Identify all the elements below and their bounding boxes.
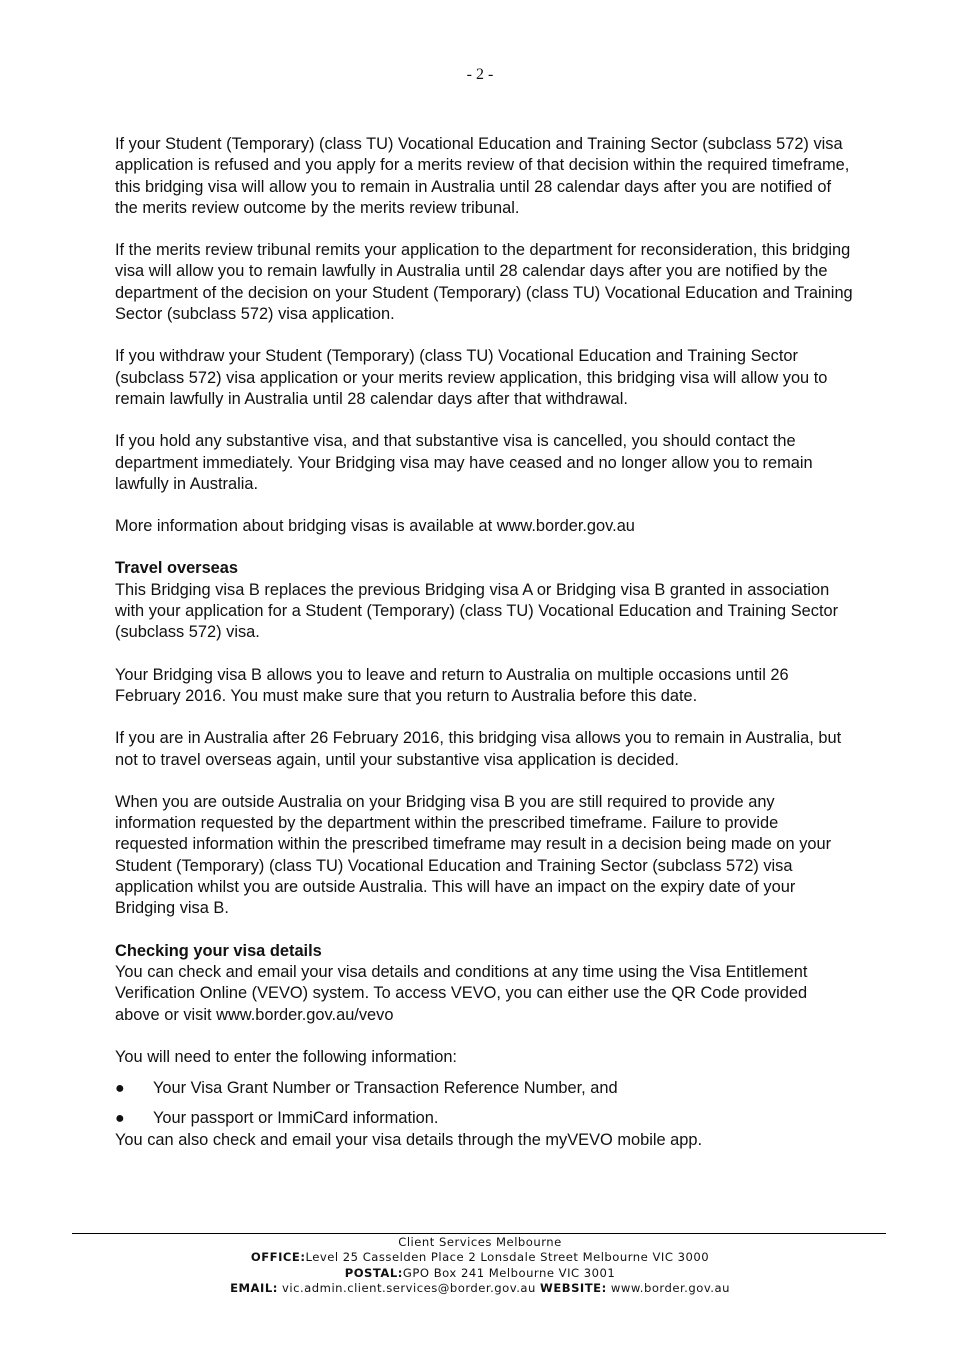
heading-checking-visa-details: Checking your visa details: [115, 941, 322, 960]
footer-office-line: [0, 1250, 960, 1265]
heading-travel-overseas: Travel overseas: [115, 559, 239, 578]
list-item: [115, 1108, 855, 1129]
footer-email-link[interactable]: vic.admin.client.services@border.gov.au: [277, 1281, 541, 1296]
footer-contact-line: [0, 1281, 960, 1296]
footer-postal-address: GPO Box 241 Melbourne VIC 3001: [402, 1265, 616, 1280]
footer-office-name: Client Services Melbourne: [398, 1235, 562, 1249]
paragraph-merits-review-refused: If your Student (Temporary) (class TU) Vocational Education and Training Sector (subclass 572) visa application is refused and you apply for a merits review of that decision within the required timeframe, this bridging visa will allow you to remain in Australia until 28 calendar days after you are notified of the merits review outcome by the merits review tribunal.: [115, 135, 850, 217]
footer-website-label: WEBSITE:: [540, 1281, 607, 1296]
footer-office-address: Level 25 Casselden Place 2 Lonsdale Street Melbourne VIC 3000: [305, 1250, 710, 1265]
list-item: [115, 1078, 855, 1099]
paragraph-travel-multiple-occasions: Your Bridging visa B allows you to leave and return to Australia on multiple occasions until 26 February 2016. You must make sure that you return to Australia before this date.: [115, 665, 789, 705]
bullet-icon: ●: [115, 1080, 125, 1098]
paragraph-more-information: More information about bridging visas is available at www.border.gov.au: [115, 517, 635, 536]
footer-email-label: EMAIL:: [230, 1281, 278, 1296]
paragraph-substantive-visa-cancelled: If you hold any substantive visa, and that substantive visa is cancelled, you should contact the department immediately. Your Bridging visa may have ceased and no longer allow you to remain lawfully in Australia.: [115, 432, 813, 493]
paragraph-myvevo: You can also check and email your visa details through the myVEVO mobile app.: [115, 1130, 703, 1149]
paragraph-travel-replaces: This Bridging visa B replaces the previous Bridging visa A or Bridging visa B granted in association with your application for a Student (Temporary) (class TU) Vocational Education and Training Sector (subclass 572) visa.: [115, 580, 839, 642]
footer-postal-label: POSTAL:: [344, 1265, 403, 1280]
paragraph-vevo: You can check and email your visa details and conditions at any time using the Visa Entitlement Verification Online (VEVO) system. To access VEVO, you can either use the QR Code provided above or visit www.border.gov.au/vevo: [115, 962, 808, 1024]
paragraph-need-information: You will need to enter the following information:: [115, 1047, 457, 1066]
footer-divider: [72, 1233, 886, 1234]
footer-office-label: OFFICE:: [250, 1250, 306, 1265]
page-number: - 2 -: [466, 66, 494, 83]
paragraph-travel-after-date: If you are in Australia after 26 February 2016, this bridging visa allows you to remain in Australia, but not to travel overseas again, until your substantive visa application is decided.: [115, 729, 842, 769]
footer-website-link[interactable]: www.border.gov.au: [606, 1281, 730, 1296]
paragraph-travel-outside-australia: When you are outside Australia on your Bridging visa B you are still required to provide any information requested by the department within the prescribed timeframe. Failure to provide requested information within the prescribed timeframe may result in a decision being made on your Student (Temporary) (class TU) Vocational Education and Training Sector (subclass 572) visa application whilst you are outside Australia. This will have an impact on the expiry date of your Bridging visa B.: [115, 792, 832, 918]
footer-postal-line: [0, 1266, 960, 1281]
paragraph-withdrawal: If you withdraw your Student (Temporary) (class TU) Vocational Education and Training Sector (subclass 572) visa application or your merits review application, this bridging visa will allow you to remain lawfully in Australia until 28 calendar days after that withdrawal.: [115, 347, 828, 408]
document-body: [115, 134, 855, 1172]
bullet-icon: ●: [115, 1110, 125, 1128]
footer: [0, 1235, 960, 1297]
paragraph-merits-review-remitted: If the merits review tribunal remits your application to the department for reconsideration, this bridging visa will allow you to remain lawfully in Australia until 28 calendar days after you are notified by the department of the decision on your Student (Temporary) (class TU) Vocational Education and Training Sector (subclass 572) visa application.: [115, 241, 853, 324]
information-list: [115, 1078, 855, 1130]
list-item-text: Your passport or ImmiCard information.: [153, 1109, 439, 1128]
list-item-text: Your Visa Grant Number or Transaction Reference Number, and: [153, 1079, 618, 1098]
